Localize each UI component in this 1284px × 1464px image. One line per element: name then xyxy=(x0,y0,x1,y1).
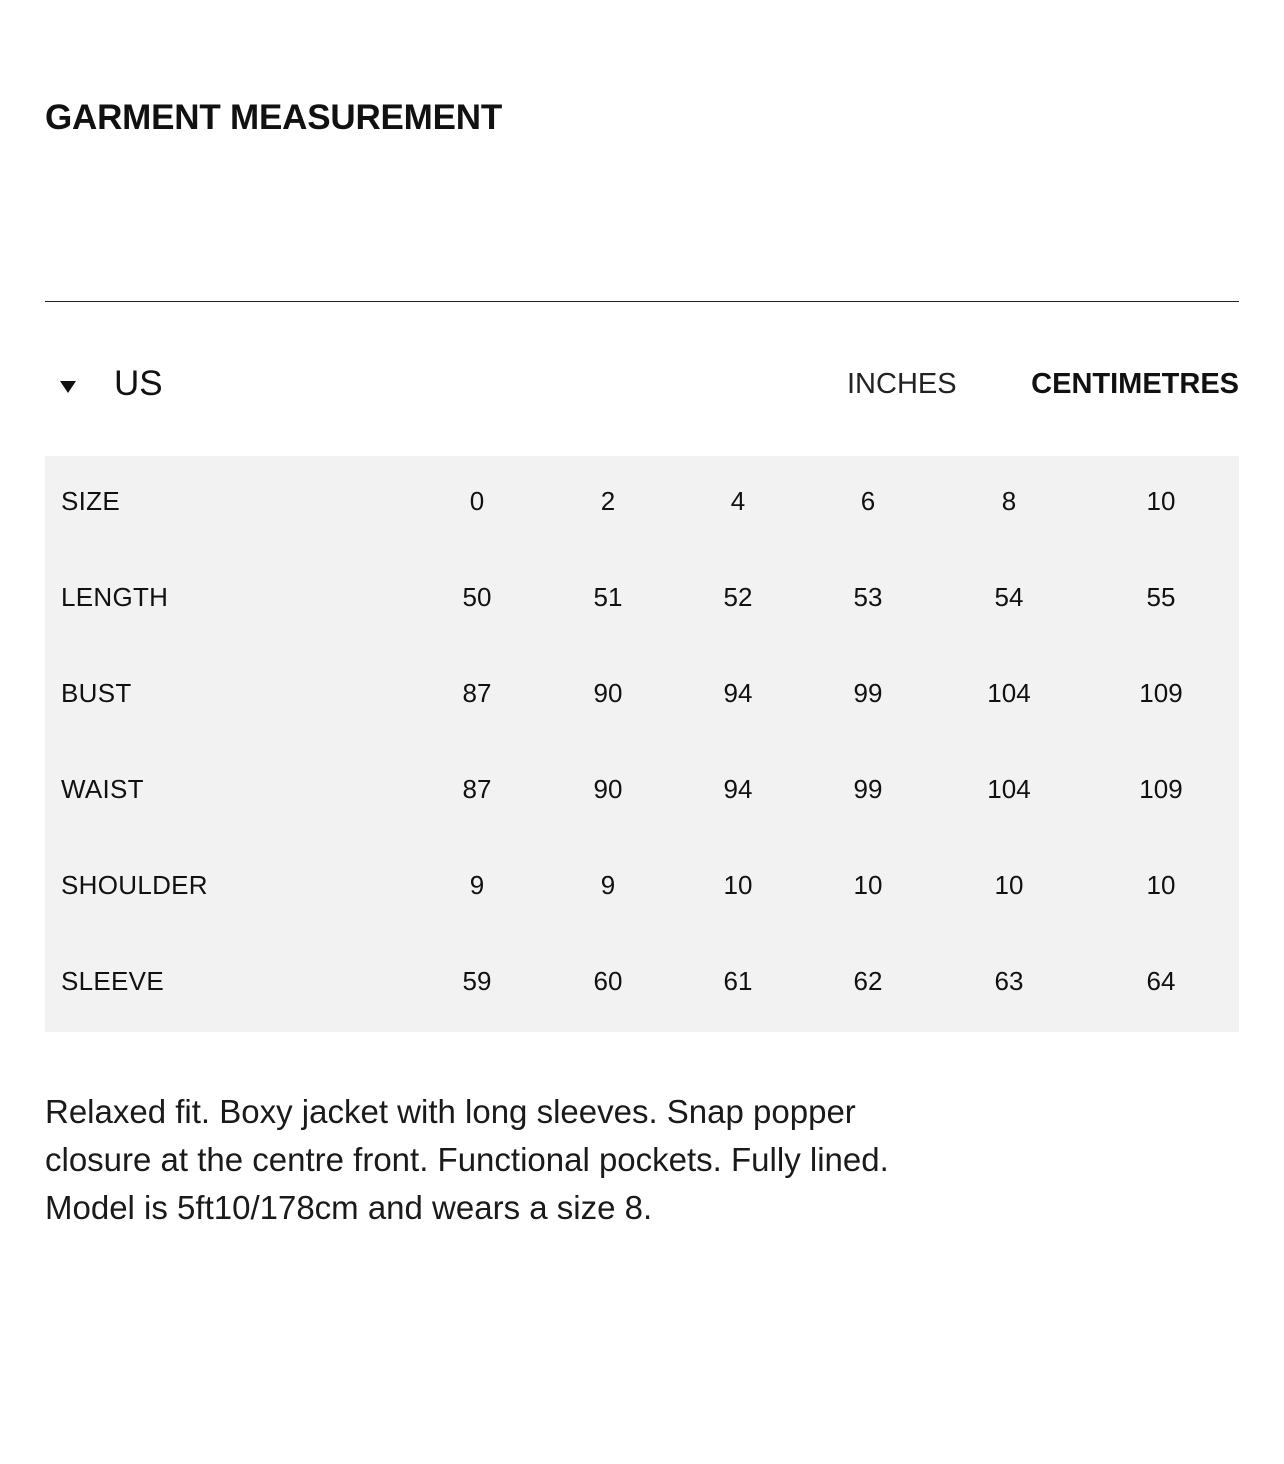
table-cell: 62 xyxy=(853,966,883,996)
page-title: GARMENT MEASUREMENT xyxy=(45,98,503,137)
table-row-length xyxy=(45,552,1239,648)
table-cell: 59 xyxy=(462,966,492,996)
table-cell: 60 xyxy=(593,966,623,996)
table-cell: 8 xyxy=(1001,486,1017,516)
table-cell: 109 xyxy=(1139,774,1183,804)
table-cell: 99 xyxy=(853,774,883,804)
table-cell: 87 xyxy=(462,774,492,804)
table-cell: 94 xyxy=(723,774,753,804)
table-cell: 9 xyxy=(469,870,485,900)
table-cell: 109 xyxy=(1139,678,1183,708)
row-label: SIZE xyxy=(61,486,120,516)
table-cell: 10 xyxy=(853,870,883,900)
table-row-size xyxy=(45,456,1239,552)
table-cell: 94 xyxy=(723,678,753,708)
description-line: Model is 5ft10/178cm and wears a size 8. xyxy=(45,1189,653,1226)
table-cell: 51 xyxy=(593,582,623,612)
row-label: LENGTH xyxy=(61,582,169,612)
table-row-waist xyxy=(45,744,1239,840)
table-cell: 10 xyxy=(723,870,753,900)
table-cell: 99 xyxy=(853,678,883,708)
table-cell: 52 xyxy=(723,582,753,612)
row-label: BUST xyxy=(61,678,132,708)
table-cell: 53 xyxy=(853,582,883,612)
table-cell: 6 xyxy=(860,486,876,516)
caret-down-icon[interactable] xyxy=(60,381,76,393)
row-label: SLEEVE xyxy=(61,966,164,996)
table-cell: 0 xyxy=(469,486,485,516)
unit-centimetres-button[interactable]: CENTIMETRES xyxy=(1031,368,1239,400)
table-row-sleeve xyxy=(45,936,1239,1032)
table-cell: 55 xyxy=(1146,582,1176,612)
description-line: closure at the centre front. Functional pockets. Fully lined. xyxy=(45,1141,889,1178)
measurement-table xyxy=(45,456,1239,1032)
row-label: SHOULDER xyxy=(61,870,208,900)
table-cell: 50 xyxy=(462,582,492,612)
table-cell: 104 xyxy=(987,774,1031,804)
region-selector[interactable] xyxy=(45,358,163,410)
table-cell: 104 xyxy=(987,678,1031,708)
table-cell: 90 xyxy=(593,678,623,708)
table-cell: 2 xyxy=(600,486,616,516)
product-fit-description xyxy=(45,1088,1045,1232)
table-row-shoulder xyxy=(45,840,1239,936)
table-cell: 90 xyxy=(593,774,623,804)
description-line: Relaxed fit. Boxy jacket with long sleeves. Snap popper xyxy=(45,1093,856,1130)
unit-inches-button[interactable]: INCHES xyxy=(847,368,957,400)
table-cell: 4 xyxy=(730,486,746,516)
table-cell: 9 xyxy=(600,870,616,900)
table-cell: 63 xyxy=(994,966,1024,996)
row-label: WAIST xyxy=(61,774,144,804)
table-cell: 10 xyxy=(1146,870,1176,900)
table-cell: 54 xyxy=(994,582,1024,612)
table-cell: 64 xyxy=(1146,966,1176,996)
table-cell: 10 xyxy=(1146,486,1176,516)
size-chart-controls xyxy=(45,358,1239,410)
section-divider xyxy=(45,301,1239,302)
region-label[interactable]: US xyxy=(114,364,163,403)
table-row-bust xyxy=(45,648,1239,744)
table-cell: 61 xyxy=(723,966,753,996)
table-cell: 87 xyxy=(462,678,492,708)
table-cell: 10 xyxy=(994,870,1024,900)
